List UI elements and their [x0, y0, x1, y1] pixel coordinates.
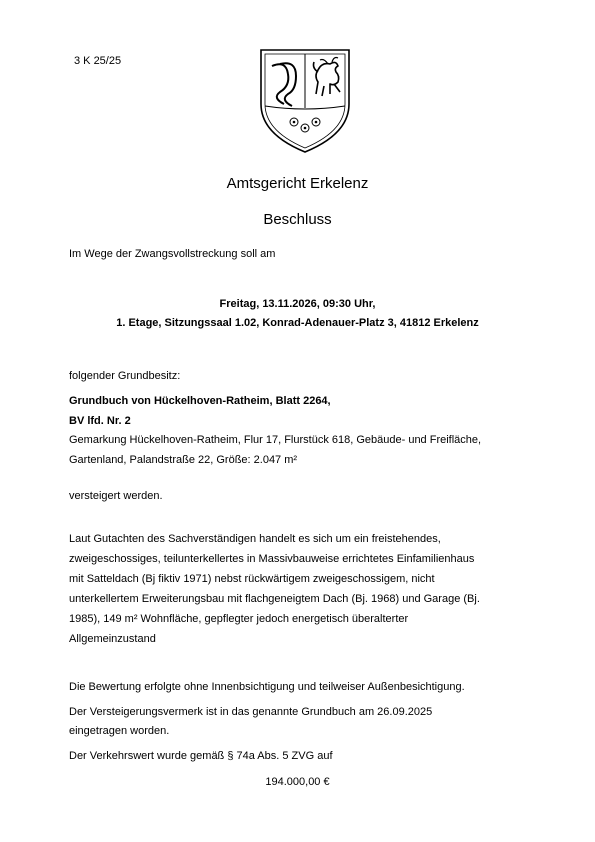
bv-number: BV lfd. Nr. 2	[69, 415, 131, 427]
grundbuch-entry: Grundbuch von Hückelhoven-Ratheim, Blatt 2264,	[69, 395, 331, 407]
document-title: Beschluss	[263, 211, 332, 228]
property-description-line: Gemarkung Hückelhoven-Ratheim, Flur 17, Flurstück 618, Gebäude- und Freifläche,	[69, 434, 482, 446]
case-number: 3 K 25/25	[74, 55, 122, 67]
appointment-date: Freitag, 13.11.2026, 09:30 Uhr,	[219, 298, 376, 310]
appraisal-line: unterkellertem Erweiterungsbau mit flachgeneigtem Dach (Bj. 1968) und Garage (Bj.	[69, 593, 480, 605]
court-name: Amtsgericht Erkelenz	[226, 175, 369, 192]
property-label: folgender Grundbesitz:	[69, 370, 181, 382]
nrw-coat-of-arms-icon	[258, 46, 352, 154]
appraisal-line: zweigeschossiges, teilunterkellertes in Massivbauweise errichtetes Einfamilienhaus	[69, 553, 475, 565]
property-description	[69, 430, 539, 470]
intro-text: Im Wege der Zwangsvollstreckung soll am	[69, 248, 276, 260]
appraisal-line: Allgemeinzustand	[69, 633, 156, 645]
property-description-line: Gartenland, Palandstraße 22, Größe: 2.047 m²	[69, 454, 298, 466]
register-note: Der Versteigerungsvermerk ist in das genannte Grundbuch am 26.09.2025	[69, 706, 433, 718]
appraisal-paragraph	[69, 529, 539, 649]
market-value-amount: 194.000,00 €	[265, 776, 330, 788]
auction-verb: versteigert werden.	[69, 490, 163, 502]
appraisal-line: mit Satteldach (Bj fiktiv 1971) nebst rückwärtigem zweigeschossigem, nicht	[69, 573, 435, 585]
appraisal-line: 1985), 149 m² Wohnfläche, gepflegter jedoch energetisch überalterter	[69, 613, 409, 625]
market-value-note: Der Verkehrswert wurde gemäß § 74a Abs. 5 ZVG auf	[69, 750, 333, 762]
appraisal-line: Laut Gutachten des Sachverständigen handelt es sich um ein freistehendes,	[69, 533, 441, 545]
appointment-location: 1. Etage, Sitzungssaal 1.02, Konrad-Adenauer-Platz 3, 41812 Erkelenz	[116, 317, 479, 329]
valuation-note: Die Bewertung erfolgte ohne Innenbsichtigung und teilweiser Außenbesichtigung.	[69, 681, 465, 693]
register-note-continued: eingetragen worden.	[69, 725, 170, 737]
